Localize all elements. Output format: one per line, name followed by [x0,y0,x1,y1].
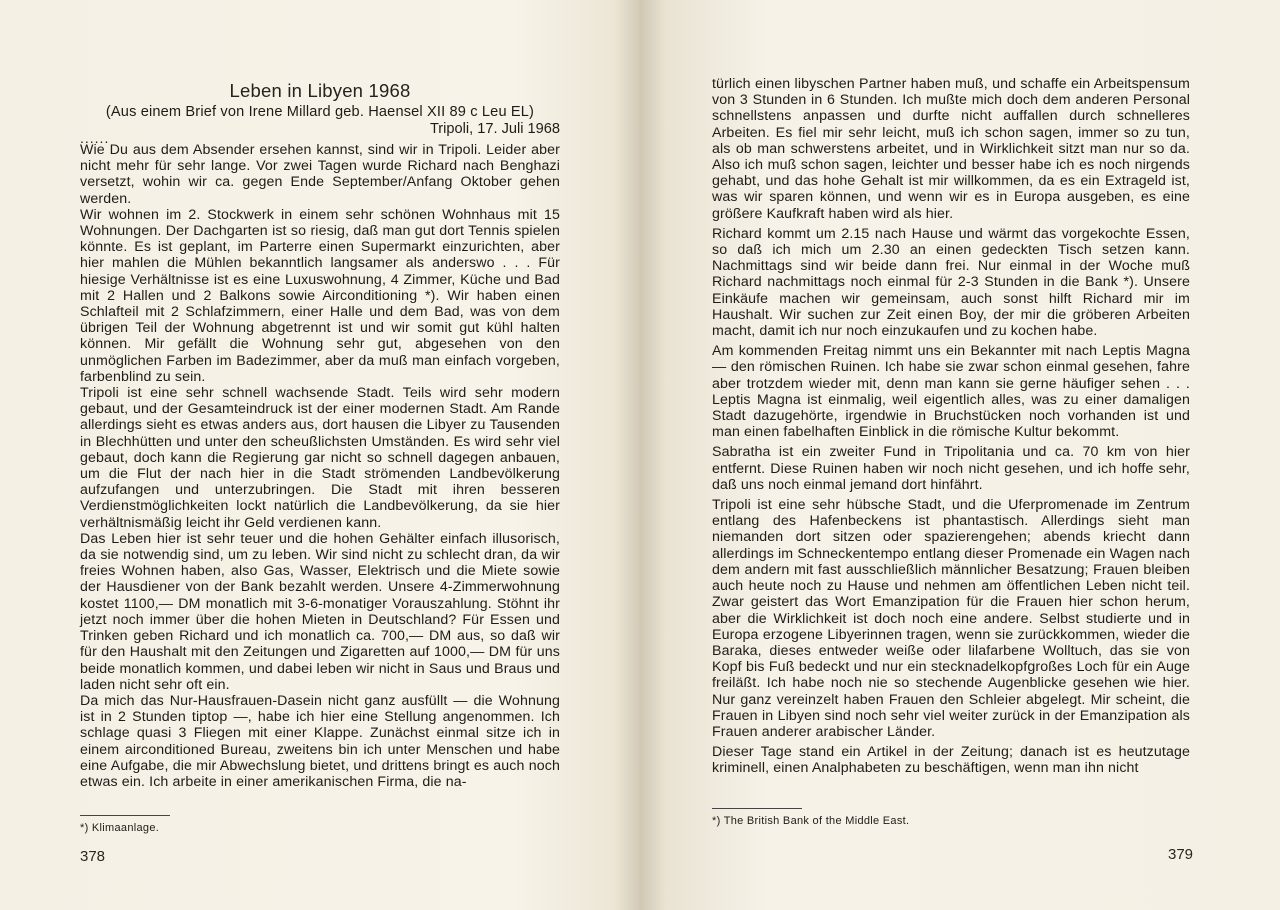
footnote: *) Klimaanlage. [80,822,160,834]
ellipsis-marker: ...... [80,130,110,146]
paragraph: Das Leben hier ist sehr teuer und die hohen Gehälter einfach illusorisch, da sie notwendig sind, um zu leben. Wir sind nicht zu schlecht dran, da wir freies Wohnen haben, also Gas, Wasser, Elektrisch und die Miete sowie der Hausdiener von der Bank bezahlt werden. Unsere 4-Zimmerwohnung kostet 1100,— DM monatlich mit 3-6-monatiger Vorauszahlung. Stöhnt ihr jetzt noch immer über die hohen Mieten in Deutschland? Für Essen und Trinken geben Richard und ich monatlich ca. 700,— DM aus, so daß wir für den Haushalt mit den Zeitungen und Zigaretten auf 1000,— DM für uns beide monatlich kommen, und dabei leben wir nicht in Saus und Braus und laden nicht sehr oft ein. [80,530,560,693]
paragraph: Wir wohnen im 2. Stockwerk in einem sehr schönen Wohnhaus mit 15 Wohnungen. Der Dachgarten ist so riesig, daß man gut dort Tennis spielen könnte. Es ist geplant, im Parterre einen Supermarkt einzurichten, aber hier mahlen die Mühlen bekanntlich langsamer als anderswo . . . Für hiesige Verhältnisse ist es eine Luxuswohnung, 4 Zimmer, Küche und Bad mit 2 Hallen und 2 Balkons sowie Airconditioning *). Wir haben einen Schlafteil mit 2 Schlafzimmern, einer Halle und dem Bad, was von dem übrigen Teil der Wohnung abgetrennt ist und wir somit gut kühl halten können. Mir gefällt die Wohnung sehr gut, abgesehen von den unmöglichen Farben im Badezimmer, aber da muß man einfach vorgeben, farbenblind zu sein. [80,206,560,385]
footnote-divider [712,808,802,809]
paragraph: Sabratha ist ein zweiter Fund in Tripolitania und ca. 70 km von hier entfernt. Diese Ruinen haben wir noch nicht gesehen, und ich hoffe sehr, daß uns noch einmal jemand dort hinfährt. [712,444,1190,493]
paragraph: Am kommenden Freitag nimmt uns ein Bekannter mit nach Leptis Magna — den römischen Ruinen. Ich habe sie zwar schon einmal gesehen, fahre aber trotzdem wieder mit, denn man kann sie gerne häufiger sehen . . . Leptis Magna ist einmalig, weil eigentlich alles, was zu einer damaligen Stadt dazugehörte, irgendwie in Bruchstücken noch vorhanden ist und man einen fabelhaften Einblick in die römische Kultur bekommt. [712,343,1190,441]
paragraph: Richard kommt um 2.15 nach Hause und wärmt das vorgekochte Essen, so daß ich mich um 2.30 an einen gedeckten Tisch setzen kann. Nachmittags sind wir beide dann frei. Nur einmal in der Woche muß Richard nachmittags noch einmal für 2-3 Stunden in die Bank *). Unsere Einkäufe machen wir gemeinsam, auch sonst hilft Richard mir im Haushalt. Wir suchen zur Zeit einen Boy, der mir die gröberen Arbeiten macht, damit ich nur noch einzukaufen und zu kochen habe. [712,225,1190,340]
article-subtitle: (Aus einem Brief von Irene Millard geb. Haensel XII 89 c Leu EL) [105,104,535,120]
right-page [640,0,1280,910]
paragraph: Dieser Tage stand ein Artikel in der Zeitung; danach ist es heutzutage kriminell, einen Analphabeten zu beschäftigen, wenn man ihn nicht [712,744,1190,777]
page-number: 378 [80,848,106,865]
footnote-divider [80,815,170,816]
paragraph: Wie Du aus dem Absender ersehen kannst, sind wir in Tripoli. Leider aber nicht mehr für sehr lange. Vor zwei Tagen wurde Richard nach Benghazi versetzt, wohin wir ca. gegen Ende September/Anfang Oktober gehen werden. [80,142,560,207]
paragraph: Tripoli ist eine sehr schnell wachsende Stadt. Teils wird sehr modern gebaut, und der Gesamteindruck ist der einer modernen Stadt. Am Rande allerdings sieht es etwas anders aus, dort hausen die Libyer zu Tausenden in Blechhütten und unter den scheußlichsten Umständen. Es wird sehr viel gebaut, doch kann die Regierung gar nicht so schnell dagegen anbauen, um die Flut der nach hier in die Stadt strömenden Landbevölkerung aufzufangen und unterzubringen. Die Stadt mit ihren besseren Verdienstmöglichkeiten lockt natürlich die Landbevölkerung, da sie hier verhältnismäßig leicht ihr Geld verdienen kann. [80,385,560,531]
right-text-column [712,76,1190,781]
footnote: *) The British Bank of the Middle East. [712,815,910,827]
paragraph: Tripoli ist eine sehr hübsche Stadt, und die Uferpromenade im Zentrum entlang des Hafenbeckens ist phantastisch. Allerdings sieht man niemanden dort sitzen oder spazierengehen; abends kriecht dann allerdings im Schneckentempo entlang dieser Promenade ein Wagen nach dem andern mit fast ausschließlich männlicher Besatzung; Frauen bleiben auch heute noch zu Hause und nehmen am öffentlichen Leben nicht teil. Zwar geistert das Wort Emanzipation für die Frauen hier schon herum, aber die Wirklichkeit ist doch noch eine andere. Selbst studierte und in Europa erzogene Libyerinnen tragen, wenn sie zurückkommen, wieder die Baraka, dieses entweder weiße oder lilafarbene Wolltuch, das sie von Kopf bis Fuß bedeckt und nur ein stecknadelkopfgroßes Loch für ein Auge freiläßt. Ich habe noch nie so stechende Augenblicke gesehen wie hier. Nur ganz vereinzelt haben Frauen den Schleier abgelegt. Mir scheint, die Frauen in Libyen sind noch sehr viel weiter zurück in der Emanzipation als Frauen anderer arabischer Länder. [712,497,1190,740]
letter-dateline: Tripoli, 17. Juli 1968 [429,121,560,137]
left-text-column [80,80,560,790]
page-number: 379 [1168,846,1194,863]
paragraph: Da mich das Nur-Hausfrauen-Dasein nicht ganz ausfüllt — die Wohnung ist in 2 Stunden tiptop —, habe ich hier eine Stellung angenommen. Ich schlage quasi 3 Fliegen mit einer Klappe. Zunächst einmal sitze ich in einem airconditioned Bureau, zweitens bin ich unter Menschen und habe eine Aufgabe, die mir Abwechslung bietet, und drittens bringt es auch noch etwas ein. Ich arbeite in einer amerikanischen Firma, die na- [80,692,560,790]
article-title: Leben in Libyen 1968 [229,80,411,101]
paragraph: türlich einen libyschen Partner haben muß, und schaffe ein Arbeitspensum von 3 Stunden in 6 Stunden. Ich mußte mich doch dem anderen Personal schnellstens anpassen und durfte nicht auffallen durch schnelleres Arbeiten. Es fiel mir sehr leicht, muß ich schon sagen, immer so zu tun, als ob man schwerstens arbeitet, und in Wirklichkeit sitzt man nur so da. Also ich muß schon sagen, leichter und besser habe ich es noch nirgends gehabt, und das hohe Gehalt ist mir willkommen, da es ein Extrageld ist, was wir sparen können, und wenn wir es in Europa ausgeben, es eine größere Kaufkraft haben wird als hier. [712,76,1190,222]
